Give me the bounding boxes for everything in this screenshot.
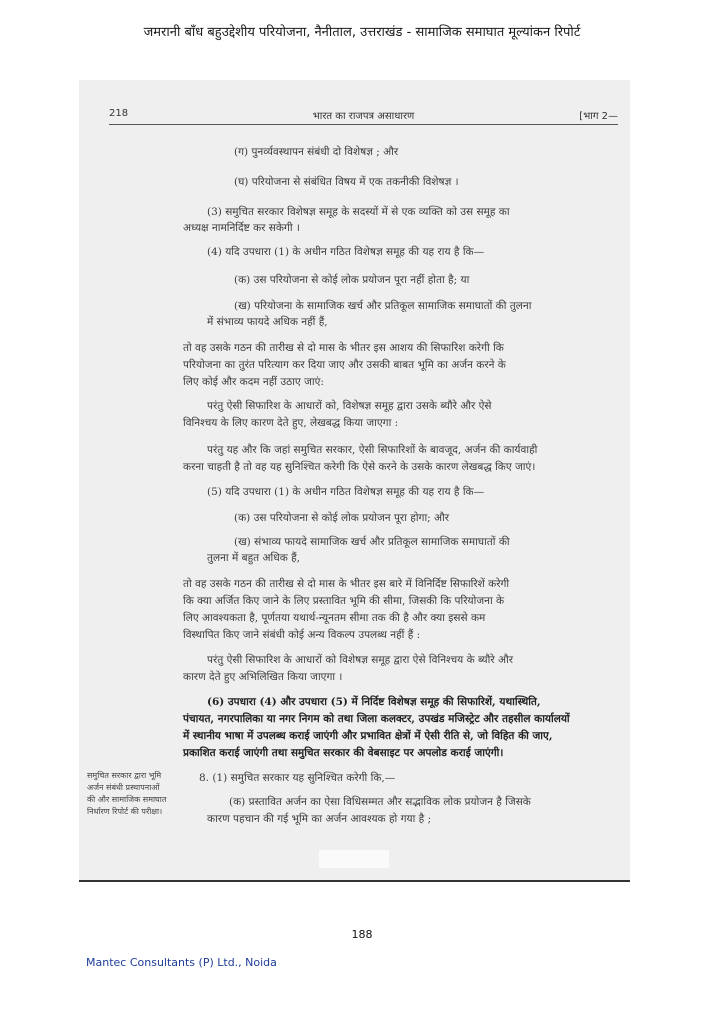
text-line: परंतु ऐसी सिफारिश के आधारों को विशेषज्ञ समूह द्वारा ऐसे विनिश्चय के ब्यौरे और: [207, 654, 513, 666]
gazette-title: भारत का राजपत्र असाधारण: [312, 111, 415, 122]
text-line: परियोजना का तुरंत परित्याग कर दिया जाए और उसकी बाबत भूमि का अर्जन करने के: [183, 359, 506, 371]
text-line: करना चाहती है तो वह यह सुनिश्चित करेगी कि ऐसे करने के उसके कारण लेखबद्ध किए जाएं।: [183, 461, 536, 473]
text-line: (क) प्रस्तावित अर्जन का ऐसा विधिसम्मत और सद्भाविक लोक प्रयोजन है जिसके: [229, 796, 531, 808]
text-line: (घ) परियोजना से संबंधित विषय में एक तकनीकी विशेषज्ञ ।: [234, 176, 459, 188]
text-line: प्रकाशित कराई जाएंगी तथा समुचित सरकार की वेबसाइट पर अपलोड कराई जाएंगी।: [183, 747, 504, 759]
report-header: जमरानी बाँध बहुउद्देशीय परियोजना, नैनीताल, उत्तराखंड - सामाजिक समाघात मूल्यांकन रिपोर्ट: [143, 25, 581, 40]
text-line: (क) उस परियोजना से कोई लोक प्रयोजन पूरा होगा; और: [234, 512, 450, 524]
text-line: तो वह उसके गठन की तारीख से दो मास के भीतर इस आशय की सिफारिश करेगी कि: [183, 342, 504, 354]
text-line: अध्यक्ष नामनिर्दिष्ट कर सकेगी ।: [183, 222, 300, 234]
text-line: में स्थानीय भाषा में उपलब्ध कराई जाएंगी और प्रभावित क्षेत्रों में ऐसी रीति से, जो विहित की जाए,: [183, 730, 553, 742]
text-line: (ख) संभाव्य फायदे सामाजिक खर्च और प्रतिकूल सामाजिक समाघातों की: [234, 536, 510, 548]
text-line: विस्थापित किए जाने संबंधी कोई अन्य विकल्प उपलब्ध नहीं हैं :: [183, 629, 421, 641]
text-line: में संभाव्य फायदे अधिक नहीं हैं,: [207, 316, 328, 328]
text-line: पंचायत, नगरपालिका या नगर निगम को तथा जिला कलक्टर, उपखंड मजिस्ट्रेट और तहसील कार्यालयों: [183, 713, 570, 725]
text-line: तो वह उसके गठन की तारीख से दो मास के भीतर इस बारे में विनिर्दिष्ट सिफारिशें करेगी: [183, 578, 510, 590]
text-line: परंतु ऐसी सिफारिश के आधारों को, विशेषज्ञ समूह द्वारा उसके ब्यौरे और ऐसे: [207, 400, 492, 412]
margin-note: समुचित सरकार द्वारा भूमि अर्जन संबंधी प्रस्थापनाओं की और सामाजिक समाघात निर्धारण रिपोर्ट की परीक्षा।: [87, 771, 167, 816]
text-line: (4) यदि उपधारा (1) के अधीन गठित विशेषज्ञ समूह की यह राय है कि—: [207, 246, 485, 258]
section-heading: 8. (1) समुचित सरकार यह सुनिश्चित करेगी कि,—: [199, 772, 396, 784]
text-line: (ग) पुनर्व्यवस्थापन संबंधी दो विशेषज्ञ ; और: [234, 146, 399, 158]
page-number: 188: [351, 928, 373, 941]
text-line: (ख) परियोजना के सामाजिक खर्च और प्रतिकूल सामाजिक समाघातों की तुलना: [234, 300, 532, 312]
company-footer: Mantec Consultants (P) Ltd., Noida: [86, 956, 277, 969]
blank-patch: [319, 850, 389, 868]
text-line: कारण देते हुए अभिलिखित किया जाएगा ।: [183, 671, 343, 683]
text-line: कारण पहचान की गई भूमि का अर्जन आवश्यक हो गया है ;: [207, 813, 432, 825]
text-line: (3) समुचित सरकार विशेषज्ञ समूह के सदस्यों में से एक व्यक्ति को उस समूह का: [207, 206, 510, 218]
text-line: परंतु यह और कि जहां समुचित सरकार, ऐसी सिफारिशों के बावजूद, अर्जन की कार्यवाही: [207, 444, 538, 456]
text-line: तुलना में बहुत अधिक हैं,: [207, 552, 301, 564]
text-line: कि क्या अर्जित किए जाने के लिए प्रस्तावित भूमि की सीमा, जिसकी कि परियोजना के: [183, 595, 505, 607]
text-line: (6) उपधारा (4) और उपधारा (5) में निर्दिष्ट विशेषज्ञ समूह की सिफारिशें, यथास्थिति,: [207, 696, 541, 708]
scanned-gazette-page: [79, 80, 630, 882]
text-line: विनिश्चय के लिए कारण देते हुए, लेखबद्ध किया जाएगा :: [183, 417, 399, 429]
text-line: लिए आवश्यकता है, पूर्णतया यथार्थ-न्यूनतम सीमा तक की है और क्या इससे कम: [183, 612, 486, 624]
gazette-page-number: 218: [109, 108, 129, 119]
gazette-part: [भाग 2—: [579, 111, 618, 122]
text-line: (5) यदि उपधारा (1) के अधीन गठित विशेषज्ञ समूह की यह राय है कि—: [207, 486, 485, 498]
gazette-running-head: [109, 108, 618, 125]
text-line: (क) उस परियोजना से कोई लोक प्रयोजन पूरा नहीं होता है; या: [234, 274, 470, 286]
text-line: लिए कोई और कदम नहीं उठाए जाएं:: [183, 376, 324, 388]
